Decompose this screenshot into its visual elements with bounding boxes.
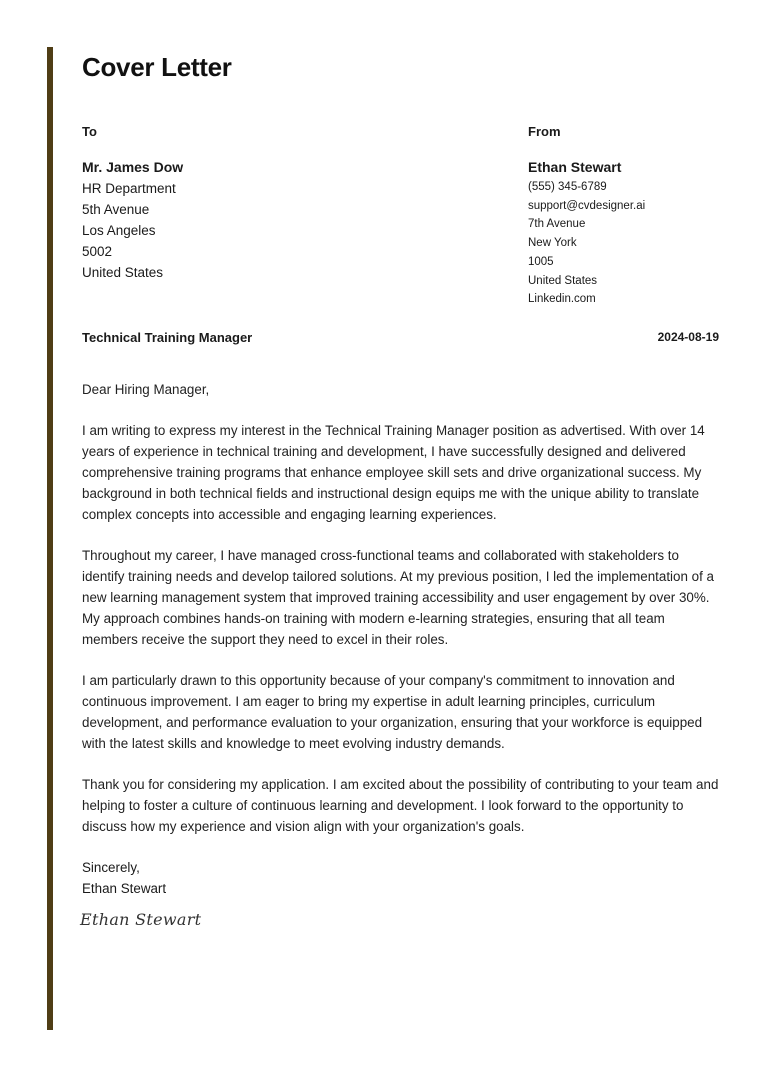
letter-greeting: Dear Hiring Manager, <box>82 382 210 397</box>
letter-closing <box>82 857 166 899</box>
letter-paragraph: I am particularly drawn to this opportunity because of your company's commitment to innovation and continuous improvement. I am eager to bring my expertise in adult learning principles, curriculum development, and performance evaluation to your organization, ensuring that your workforce is equipped with the latest skills and knowledge to meet evolving industry demands. <box>82 673 703 751</box>
handwritten-signature: Ethan Stewart <box>80 910 202 929</box>
sender-city: New York <box>528 237 577 250</box>
letter-paragraph: I am writing to express my interest in the Technical Training Manager position as advertised. With over 14 years of experience in technical training and development, I have successfully designed and delivered comprehensive training programs that enhance employee skill sets and drive organizational success. My background in both technical fields and instructional design equips me with the unique ability to translate complex concepts into accessible and engaging learning experiences. <box>82 423 705 522</box>
recipient-city: Los Angeles <box>82 223 156 238</box>
sender-street: 7th Avenue <box>528 218 586 231</box>
sender-label: From <box>528 124 561 139</box>
sender-block <box>528 121 645 309</box>
sender-country: United States <box>528 274 598 287</box>
accent-bar <box>47 47 53 1030</box>
letter-body <box>82 379 722 857</box>
sender-linkedin: Linkedin.com <box>528 293 596 306</box>
sender-name: Ethan Stewart <box>528 159 622 175</box>
sender-email: support@cvdesigner.ai <box>528 199 646 212</box>
recipient-label: To <box>82 124 97 139</box>
letter-paragraph: Throughout my career, I have managed cross-functional teams and collaborated with stakeholders to identify training needs and develop tailored solutions. At my previous position, I led the implementation of a new learning management system that improved training accessibility and user engagement by over 30%. My approach combines hands-on training with modern e-learning strategies, ensuring that all team members receive the support they need to excel in their roles. <box>82 548 714 647</box>
recipient-country: United States <box>82 265 164 280</box>
position-title: Technical Training Manager <box>82 330 253 345</box>
sender-zip: 1005 <box>528 255 554 268</box>
closing-phrase: Sincerely, <box>82 860 140 875</box>
recipient-zip: 5002 <box>82 244 113 259</box>
recipient-block <box>82 121 183 283</box>
sender-phone: (555) 345-6789 <box>528 181 607 193</box>
page-title: Cover Letter <box>82 52 232 82</box>
letter-date: 2024-08-19 <box>657 330 719 344</box>
recipient-name: Mr. James Dow <box>82 159 184 175</box>
recipient-street: 5th Avenue <box>82 202 150 217</box>
recipient-department: HR Department <box>82 181 176 196</box>
letter-paragraph: Thank you for considering my application. I am excited about the possibility of contributing to your team and helping to foster a culture of continuous learning and development. I look forward to the opportunity to discuss how my experience and vision align with your organization's goals. <box>82 777 719 834</box>
closing-name: Ethan Stewart <box>82 881 167 896</box>
